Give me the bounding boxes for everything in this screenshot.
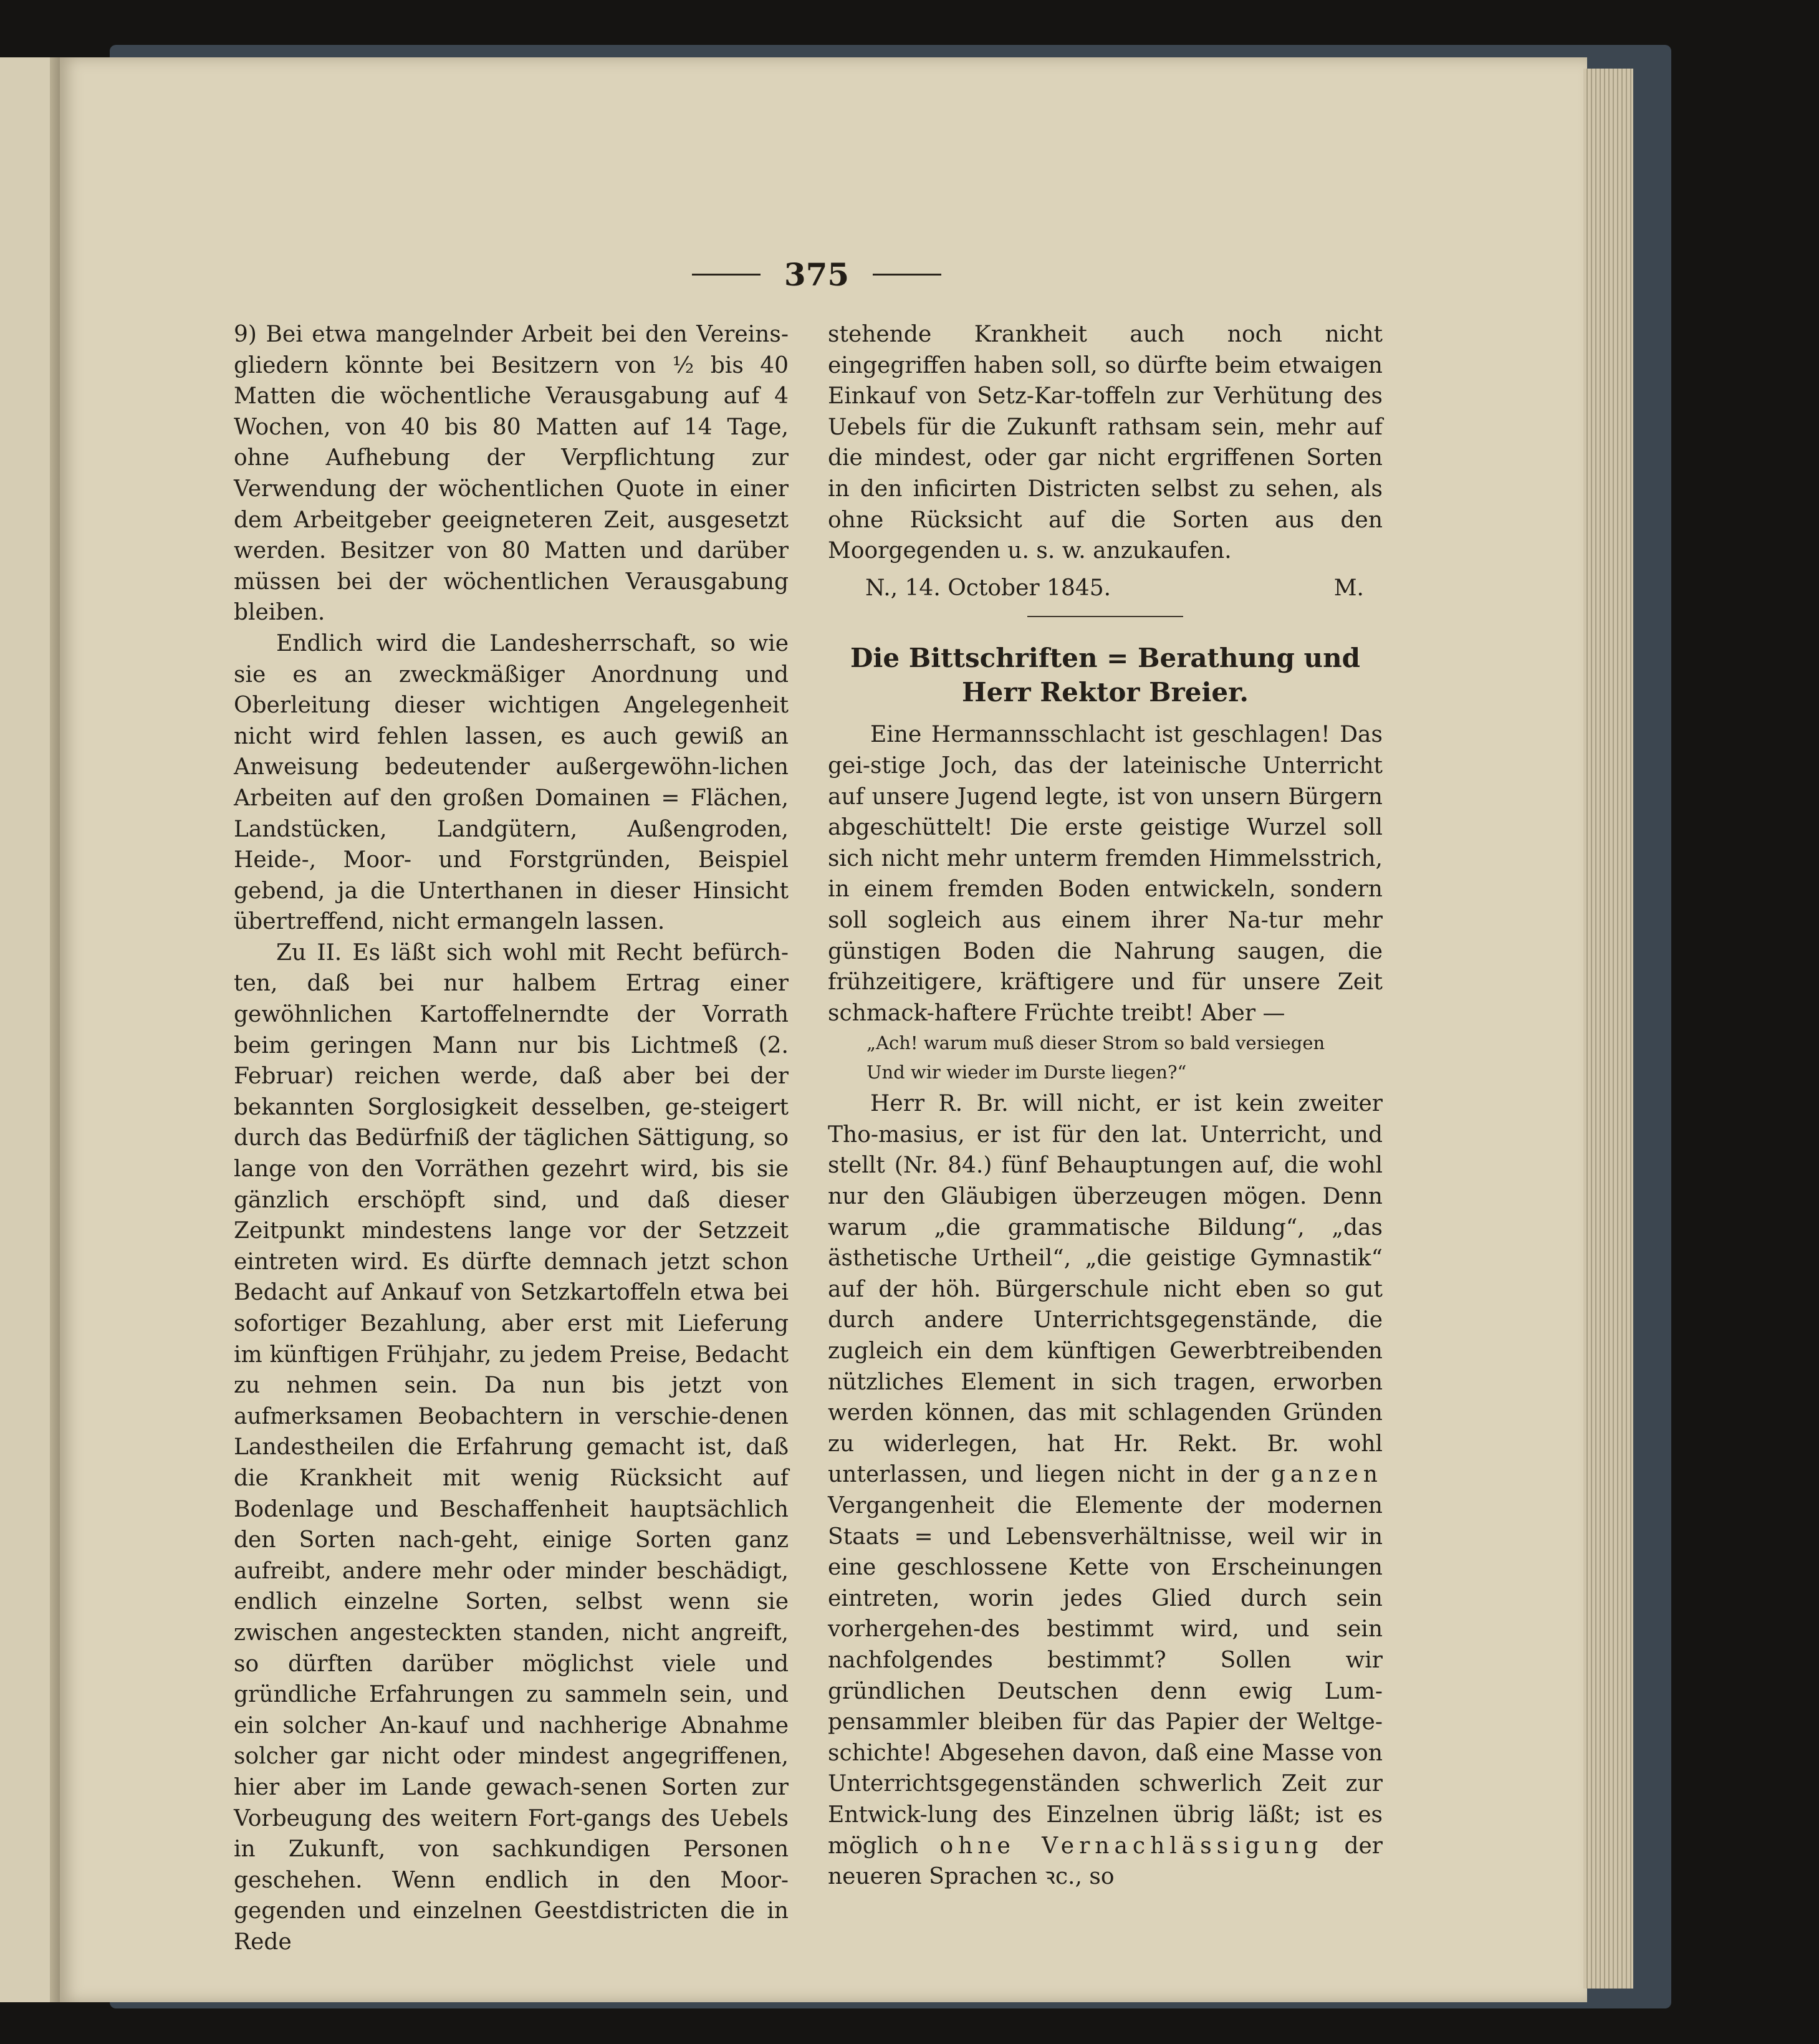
left-column	[234, 319, 789, 1957]
paragraph-2-spaced-ganzen: ganzen	[1270, 1462, 1383, 1488]
article-title: Die Bittschriften = Berathung und Herr Rektor Breier.	[850, 643, 1360, 708]
quote-line-2: Und wir wieder im Durste liegen?“	[866, 1062, 1187, 1083]
left-paragraph-2: Endlich wird die Landesherrschaft, so wie sie es an zweckmäßiger Anordnung und Oberleitung dieser wichtigen Angelegenheit nicht wird fehlen lassen, es auch gewiß an Anweisung bedeutender außergewöhn-lichen Arbeiten auf den großen Domainen = Flächen, Landstücken, Landgütern, Außengroden, Heide-, Moor- und Forstgründen, Beispiel gebend, ja die Unterthanen in dieser Hinsicht übertreffend, nicht ermangeln lassen.	[234, 630, 789, 935]
continuation-paragraph: stehende Krankheit auch noch nicht eingegriffen haben soll, so dürfte beim etwaigen Einkauf von Setz-Kar-toffeln zur Verhütung des Uebels für die Zukunft rathsam sein, mehr auf die mindest, oder gar nicht ergriffenen Sorten in den inficirten Districten selbst zu sehen, als ohne Rücksicht auf die Sorten aus den Moorgegenden u. s. w. anzukaufen.	[828, 322, 1383, 564]
page-number: 375	[784, 256, 850, 293]
section-separator	[1027, 616, 1183, 617]
paragraph-2-part-c: der neueren Sprachen ꝛc., so	[828, 1833, 1383, 1890]
right-column	[828, 319, 1383, 1893]
paragraph-2-spaced-ohne: ohne Vernachlässigung	[939, 1833, 1323, 1859]
dateline-signature: M.	[1333, 575, 1364, 601]
page-header	[661, 256, 972, 293]
header-rule-right	[873, 274, 941, 276]
left-page-edge	[0, 57, 57, 2002]
quote-line-1: „Ach! warum muß dieser Strom so bald versiegen	[866, 1032, 1325, 1054]
left-paragraph-1: 9) Bei etwa mangelnder Arbeit bei den Vereins-gliedern könnte bei Besitzern von ½ bis 40 Matten die wöchentliche Verausgabung auf 4 Wochen, von 40 bis 80 Matten auf 14 Tage, ohne Aufhebung der Verpflichtung zur Verwendung der wöchentlichen Quote in einer dem Arbeitgeber geeigneteren Zeit, ausgesetzt werden. Besitzer von 80 Matten und darüber müssen bei der wöchentlichen Verausgabung bleiben.	[234, 322, 789, 626]
article-paragraph-2	[828, 1088, 1383, 1892]
dateline-place: N., 14. October 1845.	[865, 575, 1111, 601]
article-paragraph-1: Eine Hermannsschlacht ist geschlagen! Das gei-stige Joch, das der lateinische Unterricht auf unsere Jugend legte, ist von unsern Bürgern abgeschüttelt! Die erste geistige Wurzel soll sich nicht mehr unterm fremden Himmelsstrich, in einem fremden Boden entwickeln, sondern soll sogleich aus einem ihrer Na-tur mehr günstigen Boden die Nahrung saugen, die frühzeitigere, kräftigere und für unsere Zeit schmack-haftere Früchte treibt! Aber —	[828, 722, 1383, 1026]
paragraph-2-part-b: Vergangenheit die Elemente der modernen Staats = und Lebensverhältnisse, weil wir in eine geschlossene Kette von Erscheinungen eintreten, worin jedes Glied durch sein vorhergehen-des bestimmt wird, und sein nachfolgendes bestimmt? Sollen wir gründlichen Deutschen denn ewig Lum-pensammler bleiben für das Papier der Weltge-schichte! Abgesehen davon, daß eine Masse von Unterrichtsgegenständen schwerlich Zeit zur Entwick-lung des Einzelnen übrig läßt; ist es möglich	[828, 1493, 1383, 1859]
paragraph-2-part-a: Herr R. Br. will nicht, er ist kein zweiter Tho-masius, er ist für den lat. Unterricht, und stellt (Nr. 84.) fünf Behauptungen auf, die wohl nur den Gläubigen überzeugen mögen. Denn warum „die grammatische Bildung“, „das ästhetische Urtheil“, „die geistige Gymnastik“ auf der höh. Bürgerschule nicht eben so gut durch andere Unterrichtsgegenstände, die zugleich ein dem künftigen Gewerbtreibenden nützliches Element in sich tragen, erworben werden können, das mit schlagenden Gründen zu widerlegen, hat Hr. Rekt. Br. wohl unterlassen, und liegen nicht in der	[828, 1091, 1383, 1488]
header-rule-left	[692, 274, 761, 276]
dateline	[828, 573, 1383, 604]
page-stack-edge	[1583, 69, 1633, 1989]
left-paragraph-3: Zu II. Es läßt sich wohl mit Recht befürch-ten, daß bei nur halbem Ertrag einer gewöhnlichen Kartoffelnerndte der Vorrath beim geringen Mann nur bis Lichtmeß (2. Februar) reichen werde, daß aber bei der bekannten Sorglosigkeit desselben, ge-steigert durch das Bedürfniß der täglichen Sättigung, so lange von den Vorräthen gezehrt wird, bis sie gänzlich erschöpft sind, und daß dieser Zeitpunkt mindestens lange vor der Setzzeit eintreten wird. Es dürfte demnach jetzt schon Bedacht auf Ankauf von Setzkartoffeln etwa bei sofortiger Bezahlung, aber erst mit Lieferung im künftigen Frühjahr, zu jedem Preise, Bedacht zu nehmen sein. Da nun bis jetzt von aufmerksamen Beobachtern in verschie-denen Landestheilen die Erfahrung gemacht ist, daß die Krankheit mit wenig Rücksicht auf Bodenlage und Beschaffenheit hauptsächlich den Sorten nach-geht, einige Sorten ganz aufreibt, andere mehr oder minder beschädigt, endlich einzelne Sorten, selbst wenn sie zwischen angesteckten standen, nicht angreift, so dürften darüber möglichst viele und gründliche Erfahrungen zu sammeln sein, und ein solcher An-kauf und nachherige Abnahme solcher gar nicht oder mindest angegriffenen, hier aber im Lande gewach-senen Sorten zur Vorbeugung des weitern Fort-gangs des Uebels in Zukunft, von sachkundigen Personen geschehen. Wenn endlich in den Moor-gegenden und einzelnen Geestdistricten die in Rede	[234, 939, 789, 1955]
